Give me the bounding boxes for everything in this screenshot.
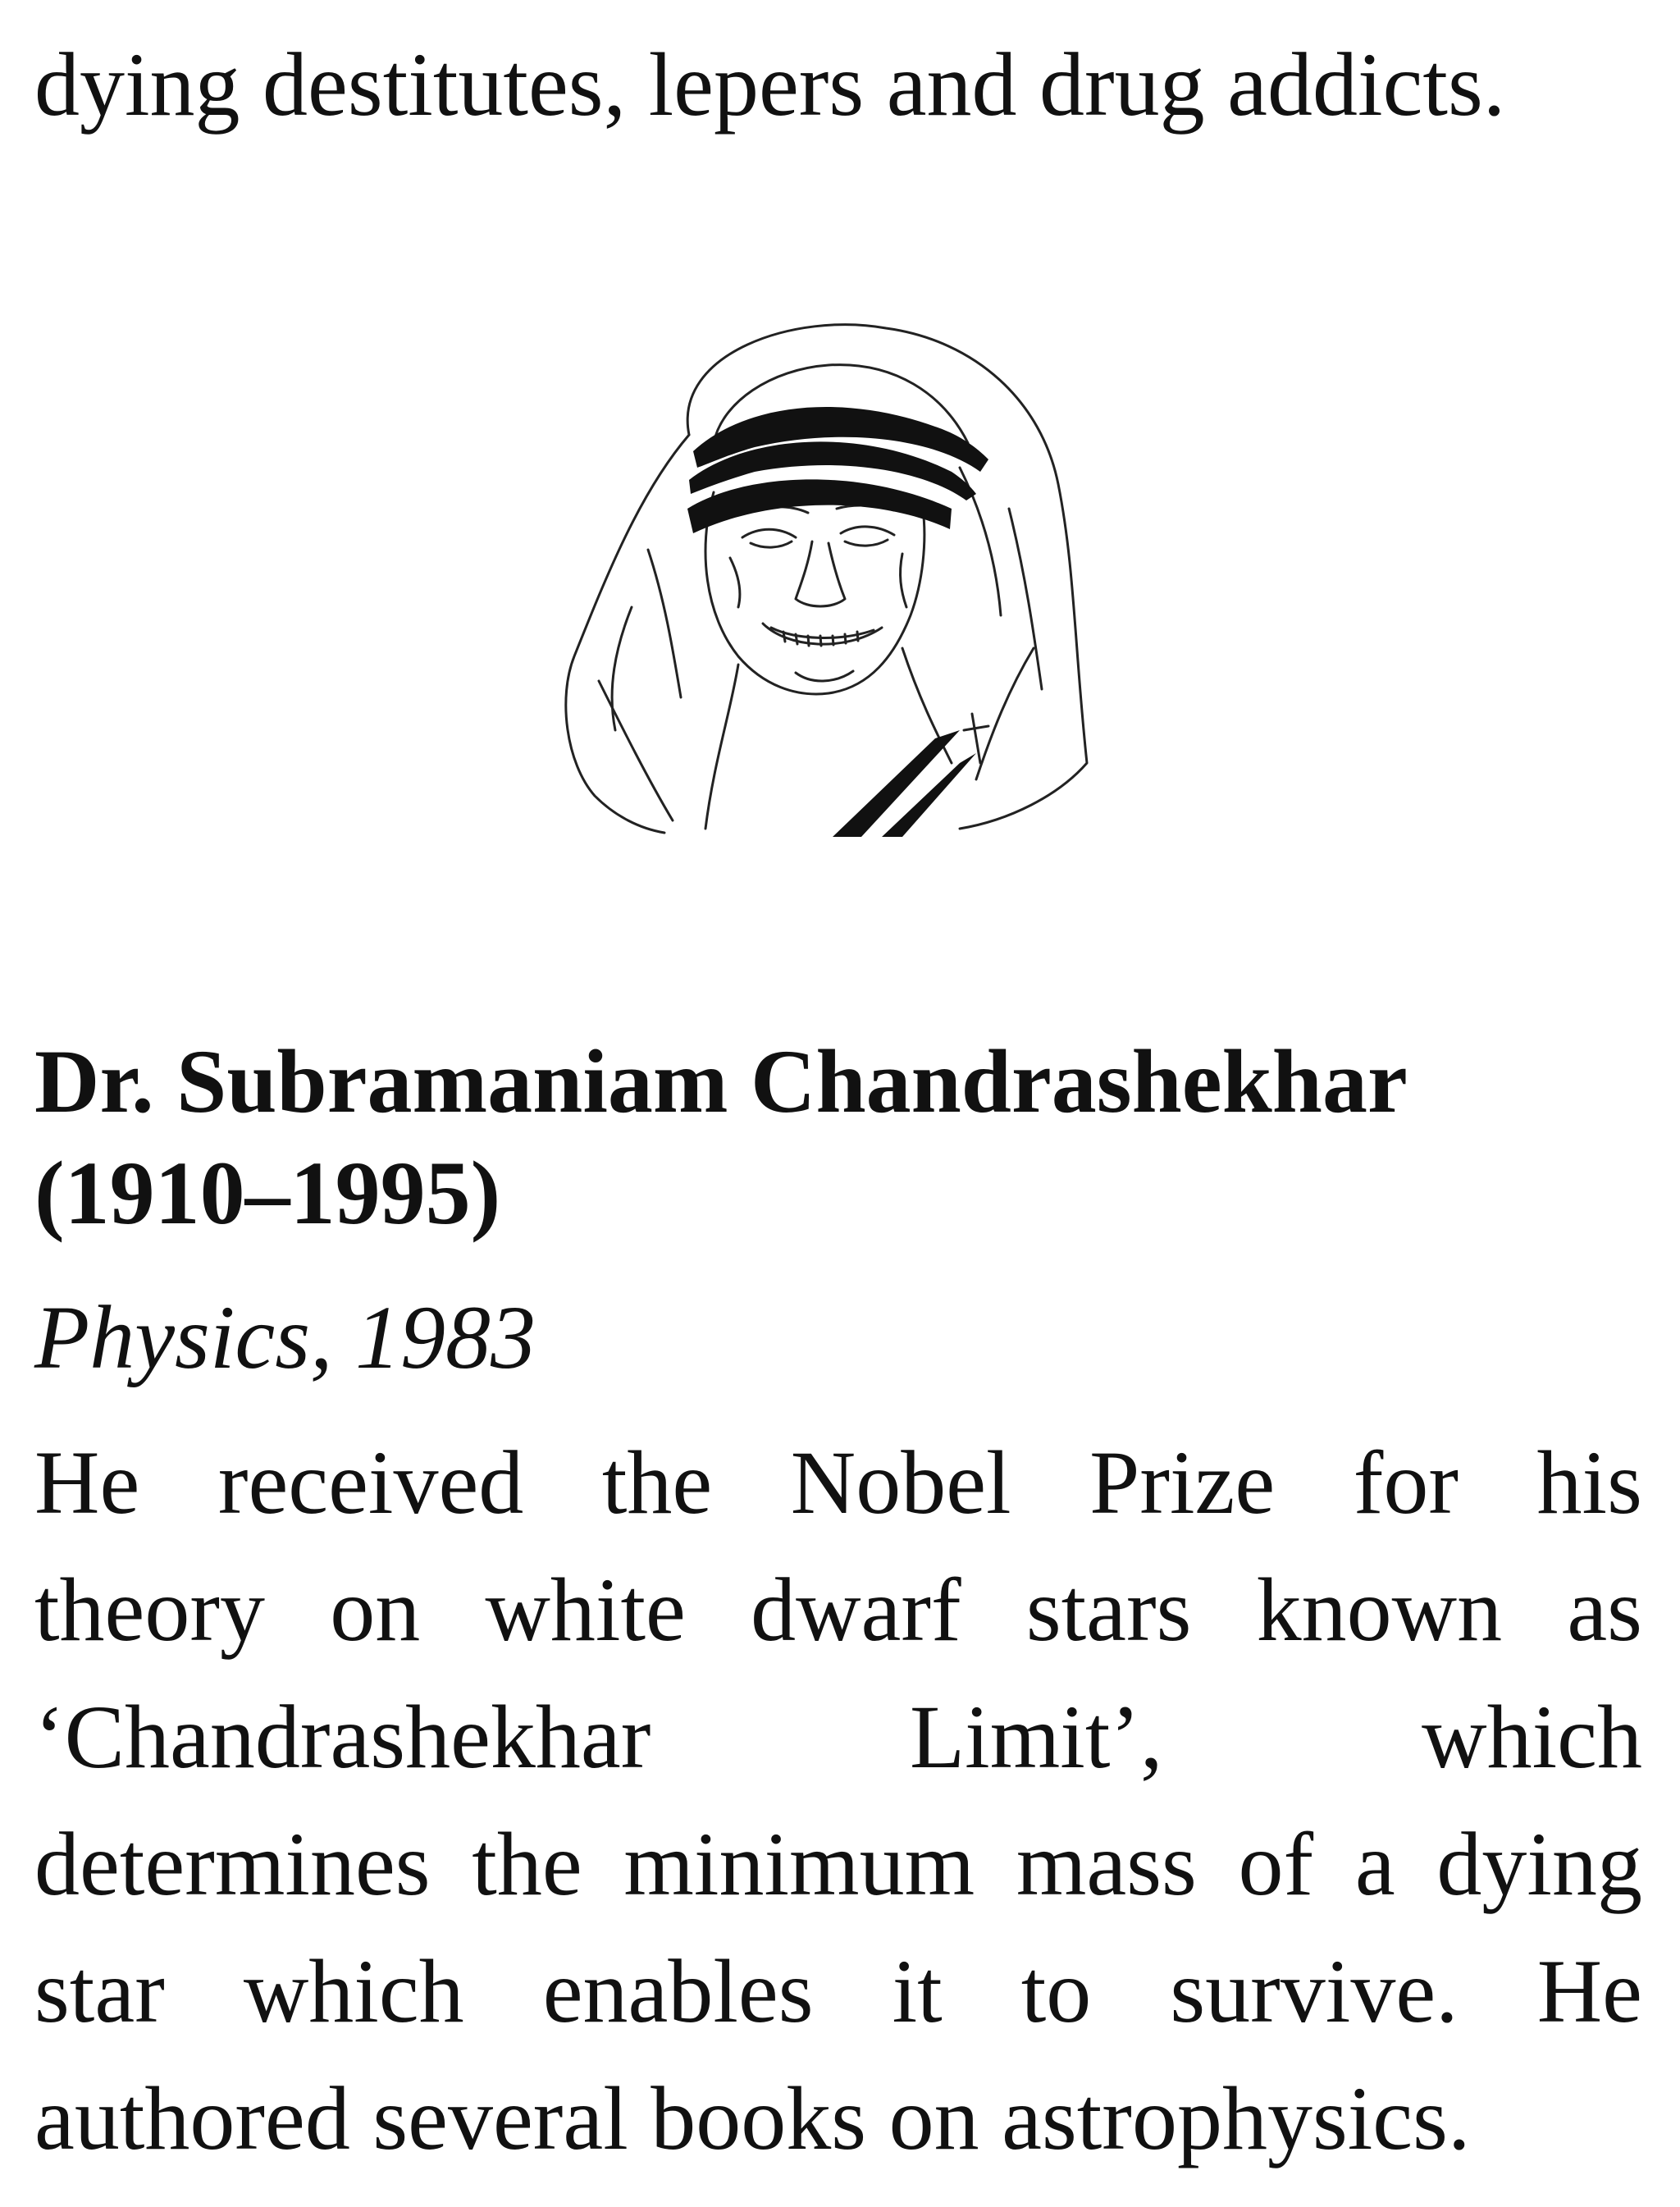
body-word: determines <box>34 1814 431 1914</box>
body-word: white <box>485 1560 686 1660</box>
body-word: He <box>34 1432 140 1533</box>
body-word: received <box>217 1432 524 1533</box>
body-word: authored several books on astrophysics. <box>34 2068 1471 2168</box>
body-word: ‘Chandrashekhar <box>34 1687 651 1787</box>
intro-text: dying destitutes, lepers and drug addicts. <box>34 34 1506 135</box>
body-word: minimum <box>623 1814 975 1914</box>
body-word: the <box>472 1814 582 1914</box>
body-line <box>34 1419 1642 1547</box>
body-word: star <box>34 1941 165 2041</box>
body-word: survive. <box>1170 1941 1459 2041</box>
body-word: as <box>1567 1560 1642 1660</box>
body-word: theory <box>34 1560 266 1660</box>
body-word: it <box>892 1941 943 2041</box>
body-word: of <box>1238 1814 1314 1914</box>
portrait-sketch-icon <box>550 304 1091 837</box>
body-line <box>34 1547 1642 1674</box>
body-word: Nobel <box>790 1432 1011 1533</box>
body-word: a <box>1354 1814 1395 1914</box>
body-word: his <box>1536 1432 1642 1533</box>
entry-years: (1910–1995) <box>34 1143 501 1243</box>
body-line <box>34 2055 1642 2182</box>
entry-heading <box>34 1026 1642 1249</box>
body-word: known <box>1256 1560 1503 1660</box>
body-word: mass <box>1016 1814 1197 1914</box>
body-word: stars <box>1025 1560 1192 1660</box>
body-word: which <box>1422 1687 1642 1787</box>
body-word: enables <box>542 1941 814 2041</box>
body-word: on <box>330 1560 421 1660</box>
body-word: He <box>1536 1941 1642 2041</box>
entry-name: Dr. Subramaniam Chandrashekhar <box>34 1031 1408 1131</box>
entry-field: Physics, 1983 <box>34 1287 536 1387</box>
body-word: the <box>601 1432 713 1533</box>
body-word: to <box>1020 1941 1092 2041</box>
body-line <box>34 1928 1642 2055</box>
body-line <box>34 1801 1642 1928</box>
body-word: for <box>1353 1432 1459 1533</box>
body-word: dwarf <box>751 1560 961 1660</box>
body-word: which <box>243 1941 464 2041</box>
entry-body <box>34 1419 1642 2182</box>
body-line <box>34 1674 1642 1801</box>
body-word: dying <box>1436 1814 1642 1914</box>
body-word: Limit’, <box>909 1687 1163 1787</box>
body-word: Prize <box>1089 1432 1276 1533</box>
